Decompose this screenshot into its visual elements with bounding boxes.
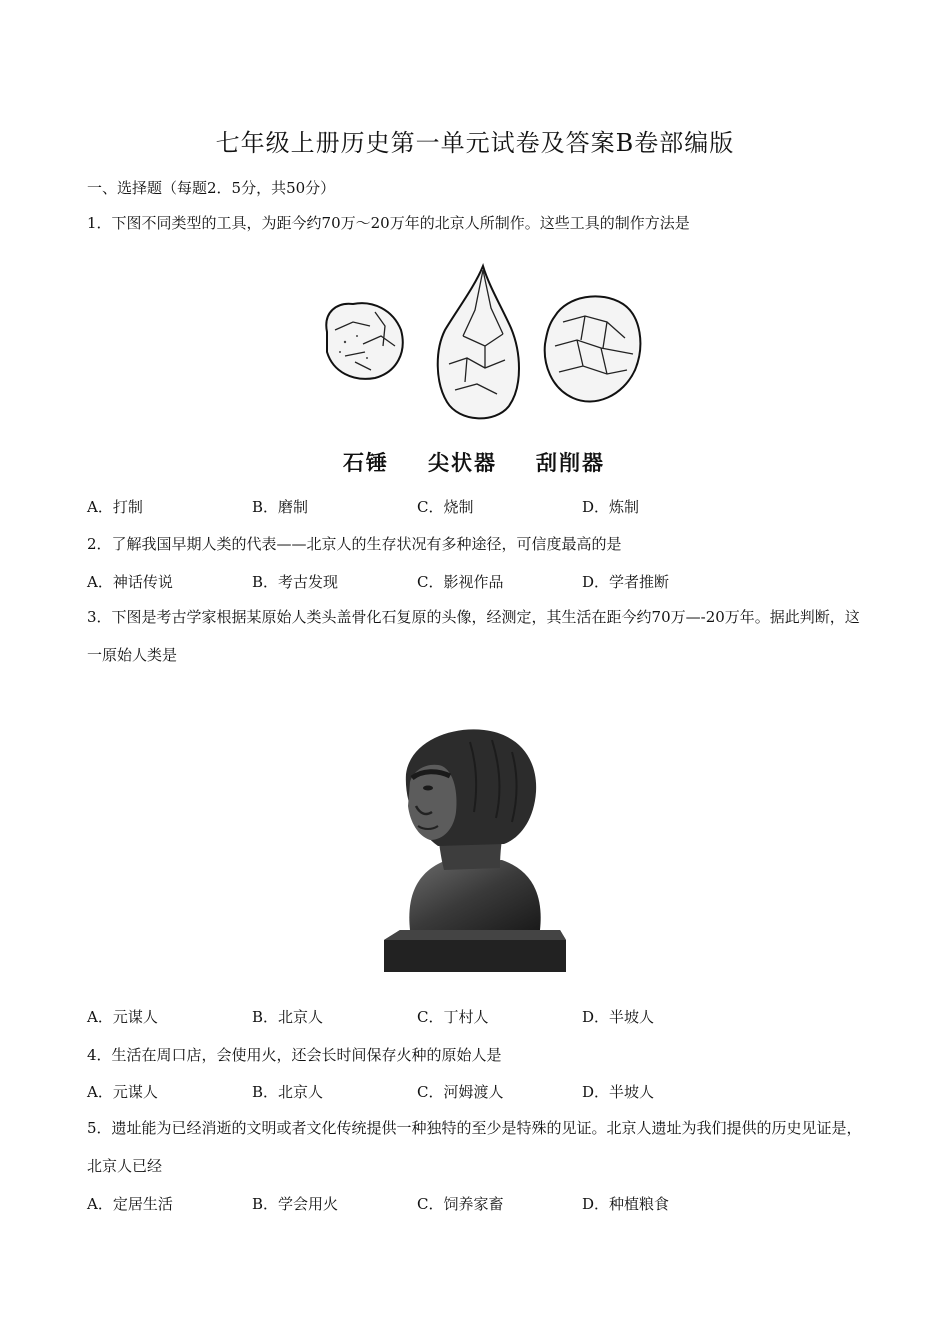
option-c: C．丁村人: [417, 1008, 489, 1026]
option-b: B．考古发现: [252, 573, 339, 591]
option-a: A．元谋人: [87, 1008, 158, 1026]
option-c: C．河姆渡人: [417, 1083, 504, 1101]
page-title: 七年级上册历史第一单元试卷及答案B卷部编版: [215, 129, 735, 157]
question-4-options: [87, 1081, 787, 1101]
section-heading: 一、选择题（每题2．5分，共50分）: [87, 179, 336, 197]
option-c: C．饲养家畜: [417, 1195, 504, 1213]
option-d: D．种植粮食: [582, 1195, 670, 1213]
stone-tools-figure: [315, 260, 650, 430]
question-3-stem: 3．下图是考古学家根据某原始人类头盖骨化石复原的头像，经测定，其生活在距今约70万—-20万年。据此判断，这一原始人类是: [87, 608, 860, 664]
option-a: A．定居生活: [87, 1195, 173, 1213]
peking-man-bust-figure: [380, 722, 570, 978]
option-b: B．学会用火: [252, 1195, 339, 1213]
option-d: D．半坡人: [582, 1083, 655, 1101]
pointed-tool-illustration: [438, 266, 519, 418]
scraper-illustration: [545, 296, 641, 401]
question-2-stem: 2．了解我国早期人类的代表——北京人的生存状况有多种途径，可信度最高的是: [87, 535, 622, 553]
question-4-stem: 4．生活在周口店，会使用火，还会长时间保存火种的原始人是: [87, 1046, 502, 1064]
question-5-options: [87, 1193, 787, 1213]
option-b: B．北京人: [252, 1083, 324, 1101]
option-a: A．神话传说: [87, 573, 173, 591]
option-c: C．影视作品: [417, 573, 504, 591]
option-d: D．半坡人: [582, 1008, 655, 1026]
option-d: D．炼制: [582, 498, 640, 516]
option-a: A．打制: [87, 498, 143, 516]
option-d: D．学者推断: [582, 573, 670, 591]
option-b: B．磨制: [252, 498, 309, 516]
question-5-stem: 5．遗址能为已经消逝的文明或者文化传统提供一种独特的至少是特殊的见证。北京人遗址为我们提供的历史见证是，北京人已经: [87, 1119, 862, 1175]
scraper-label: 刮削器: [536, 450, 605, 475]
pointed-tool-label: 尖状器: [428, 450, 497, 475]
stone-hammer-illustration: [326, 303, 402, 379]
question-1-options: [87, 496, 787, 516]
option-b: B．北京人: [252, 1008, 324, 1026]
option-a: A．元谋人: [87, 1083, 158, 1101]
question-2-options: [87, 571, 787, 591]
option-c: C．烧制: [417, 498, 474, 516]
question-3-options: [87, 1006, 787, 1026]
question-1-stem: 1．下图不同类型的工具，为距今约70万～20万年的北京人所制作。这些工具的制作方法是: [87, 214, 690, 232]
stone-hammer-label: 石锤: [343, 450, 389, 475]
